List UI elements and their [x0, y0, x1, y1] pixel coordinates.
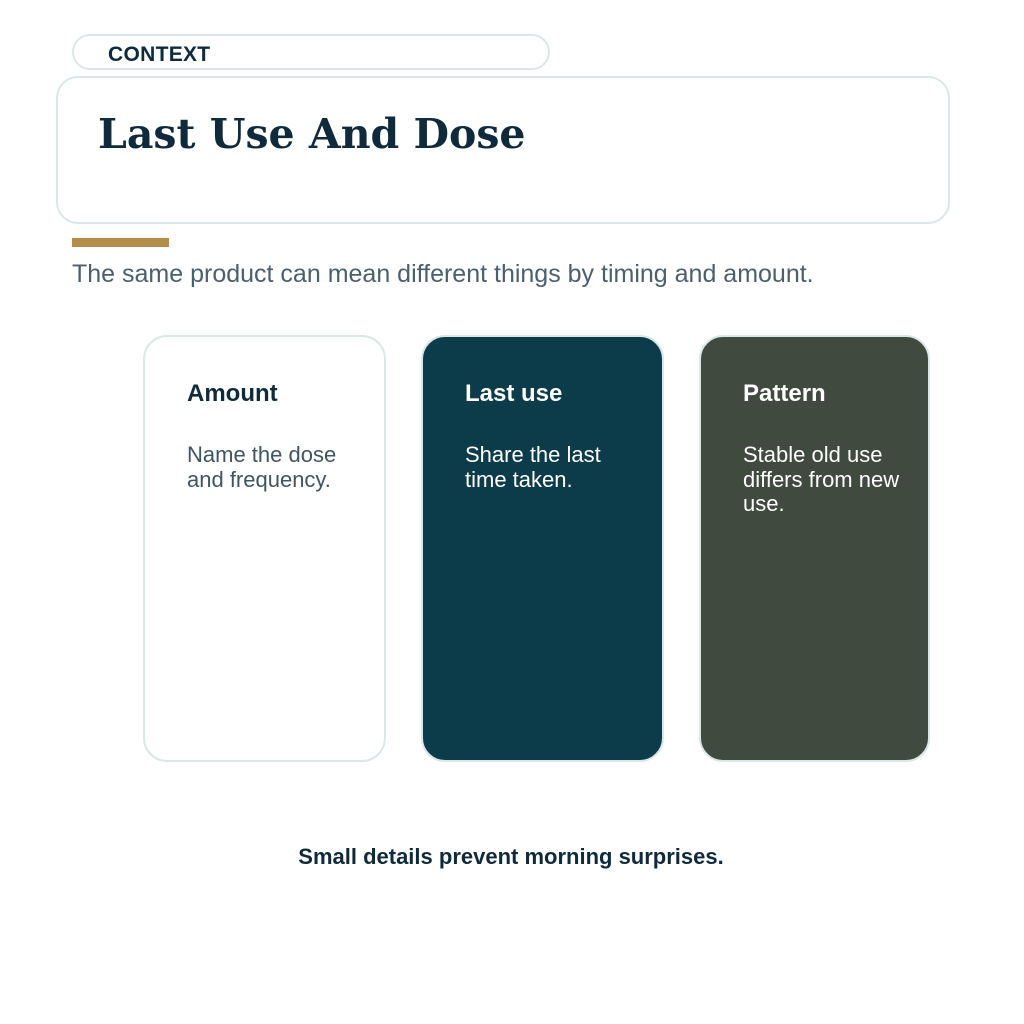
context-pill: [72, 34, 550, 70]
card-title: Last use: [465, 380, 563, 407]
card-title: Amount: [187, 380, 278, 407]
title-box: [56, 76, 950, 224]
accent-bar: [72, 238, 169, 247]
page-title: Last Use And Dose: [98, 110, 526, 158]
card-text: Name the dose and frequency.: [187, 442, 337, 492]
card-last-use: [421, 335, 664, 762]
context-label: CONTEXT: [108, 43, 211, 66]
card-text: Share the last time taken.: [465, 442, 601, 492]
card-text: Stable old use differs from new use.: [743, 442, 900, 516]
card-pattern: [699, 335, 930, 762]
card-amount: [143, 335, 386, 762]
card-title: Pattern: [743, 380, 826, 407]
footer-note: Small details prevent morning surprises.: [298, 844, 724, 869]
page-subtitle: The same product can mean different things by timing and amount.: [72, 260, 814, 288]
